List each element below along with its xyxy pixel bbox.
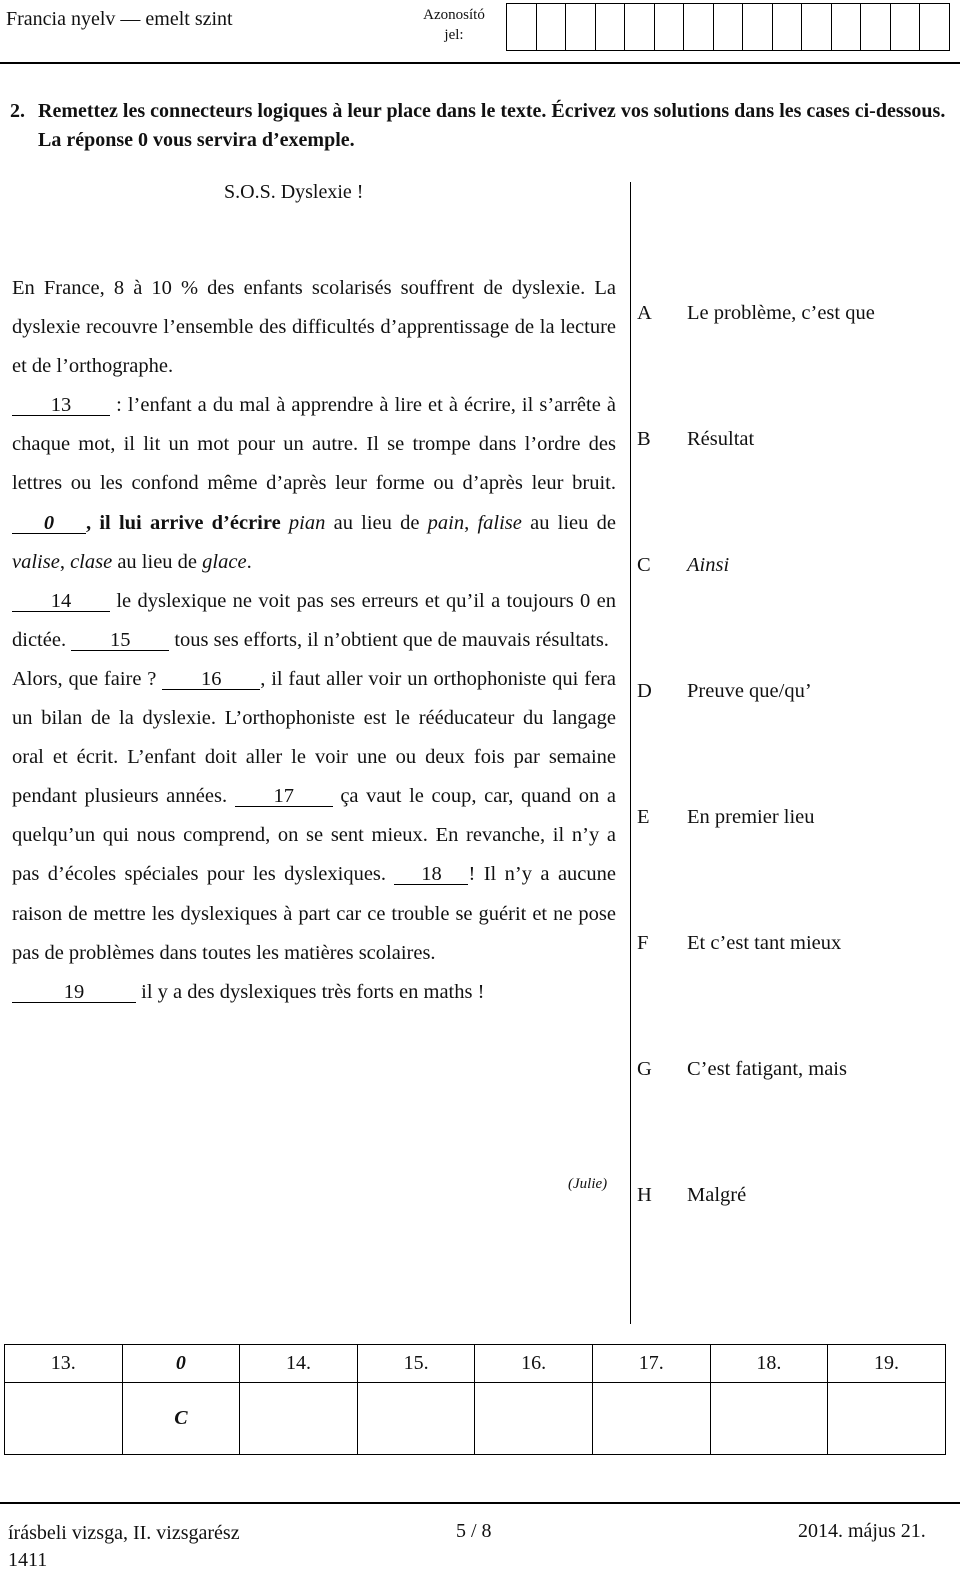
- id-box[interactable]: [625, 3, 655, 51]
- id-label: Azonosító jel:: [423, 7, 485, 43]
- article-title: S.O.S. Dyslexie !: [224, 181, 364, 203]
- answer-cell-18[interactable]: [710, 1383, 828, 1455]
- answer-header-row: [5, 1345, 946, 1383]
- id-box[interactable]: [773, 3, 803, 51]
- answer-cell-14[interactable]: [240, 1383, 358, 1455]
- header-divider: [0, 62, 960, 64]
- answer-table: [4, 1344, 946, 1455]
- page-number: 5 / 8: [456, 1520, 492, 1542]
- answer-cell-0: C: [122, 1383, 240, 1455]
- gap-15: 15: [71, 630, 169, 651]
- id-box[interactable]: [684, 3, 714, 51]
- id-box[interactable]: [861, 3, 891, 51]
- exam-date: 2014. május 21.: [798, 1520, 926, 1542]
- instruction-text: Remettez les connecteurs logiques à leur place dans le texte. Écrivez vos solutions dans les cases ci-dessous. La réponse 0 vous servira d’exemple.: [38, 100, 946, 151]
- id-box[interactable]: [596, 3, 626, 51]
- answer-row: [5, 1383, 946, 1455]
- id-box[interactable]: [714, 3, 744, 51]
- answer-header: 0: [122, 1345, 240, 1383]
- id-box[interactable]: [802, 3, 832, 51]
- id-box[interactable]: [832, 3, 862, 51]
- id-box[interactable]: [537, 3, 567, 51]
- answer-cell-15[interactable]: [357, 1383, 475, 1455]
- answer-header: 16.: [475, 1345, 593, 1383]
- gap-18: 18: [394, 864, 468, 885]
- gap-0: 0: [12, 513, 86, 534]
- exercise-instruction: [10, 97, 950, 155]
- id-box[interactable]: [566, 3, 596, 51]
- gap-17: 17: [235, 786, 333, 807]
- id-box[interactable]: [891, 3, 921, 51]
- column-divider: [630, 182, 631, 1324]
- gap-14: 14: [12, 591, 110, 612]
- gap-19: 19: [12, 982, 136, 1003]
- answer-cell-16[interactable]: [475, 1383, 593, 1455]
- answer-cell-17[interactable]: [592, 1383, 710, 1455]
- id-box[interactable]: [507, 3, 537, 51]
- article-author: (Julie): [568, 1176, 608, 1192]
- answer-cell-13[interactable]: [5, 1383, 123, 1455]
- id-box[interactable]: [920, 3, 950, 51]
- exercise-number: 2.: [10, 100, 25, 122]
- answer-header: 18.: [710, 1345, 828, 1383]
- answer-header: 15.: [357, 1345, 475, 1383]
- id-boxes: [506, 3, 950, 51]
- answer-header: 19.: [828, 1345, 946, 1383]
- answer-header: 17.: [592, 1345, 710, 1383]
- footer-exam-info: írásbeli vizsga, II. vizsgarész 1411: [8, 1522, 240, 1571]
- gap-13: 13: [12, 395, 110, 416]
- article-text: En France, 8 à 10 % des enfants scolarisés souffrent de dyslexie. La dyslexie recouvre l’ensemble des difficultés d’apprentissage de la lecture et de l’orthographe. 13 : l’enfant a du mal à apprendre à lire et à écrire, il s’arrête à chaque mot, il lit un mot pour un autre. Il se trompe dans l’ordre des lettres ou les confond même d’après leur forme ou d’après leur bruit. 0 , il lui arrive d’écrire pian au lieu de pain, falise au lieu de valise, clase au lieu de glace. 14 le dyslexique ne voit pas ses erreurs et qu’il a toujours 0 en dictée. 15 tous ses efforts, il n’obtient que de mauvais résultats. Alors, que faire ? 16 , il faut aller voir un orthophoniste qui fera un bilan de la dyslexie. L’orthophoniste est le rééducateur du langage oral et écrit. L’enfant doit aller le voir une ou deux fois par semaine pendant plusieurs années. 17 ça vaut le coup, car, quand on a quelqu’un qui nous comprend, on se sent mieux. En revanche, il n’y a pas d’écoles spéciales pour les dyslexiques. 18 ! Il n’y a aucune raison de mettre les dyslexiques à part car ce trouble se guérit et ne pose pas de problèmes dans toutes les matières scolaires. 19 il y a des dyslexiques très forts en maths !: [12, 277, 616, 1003]
- answer-cell-19[interactable]: [828, 1383, 946, 1455]
- id-box[interactable]: [743, 3, 773, 51]
- id-box[interactable]: [655, 3, 685, 51]
- gap-16: 16: [162, 669, 260, 690]
- answer-header: 14.: [240, 1345, 358, 1383]
- answer-header: 13.: [5, 1345, 123, 1383]
- footer-divider: [0, 1502, 960, 1504]
- page-header-title: Francia nyelv — emelt szint: [6, 8, 233, 30]
